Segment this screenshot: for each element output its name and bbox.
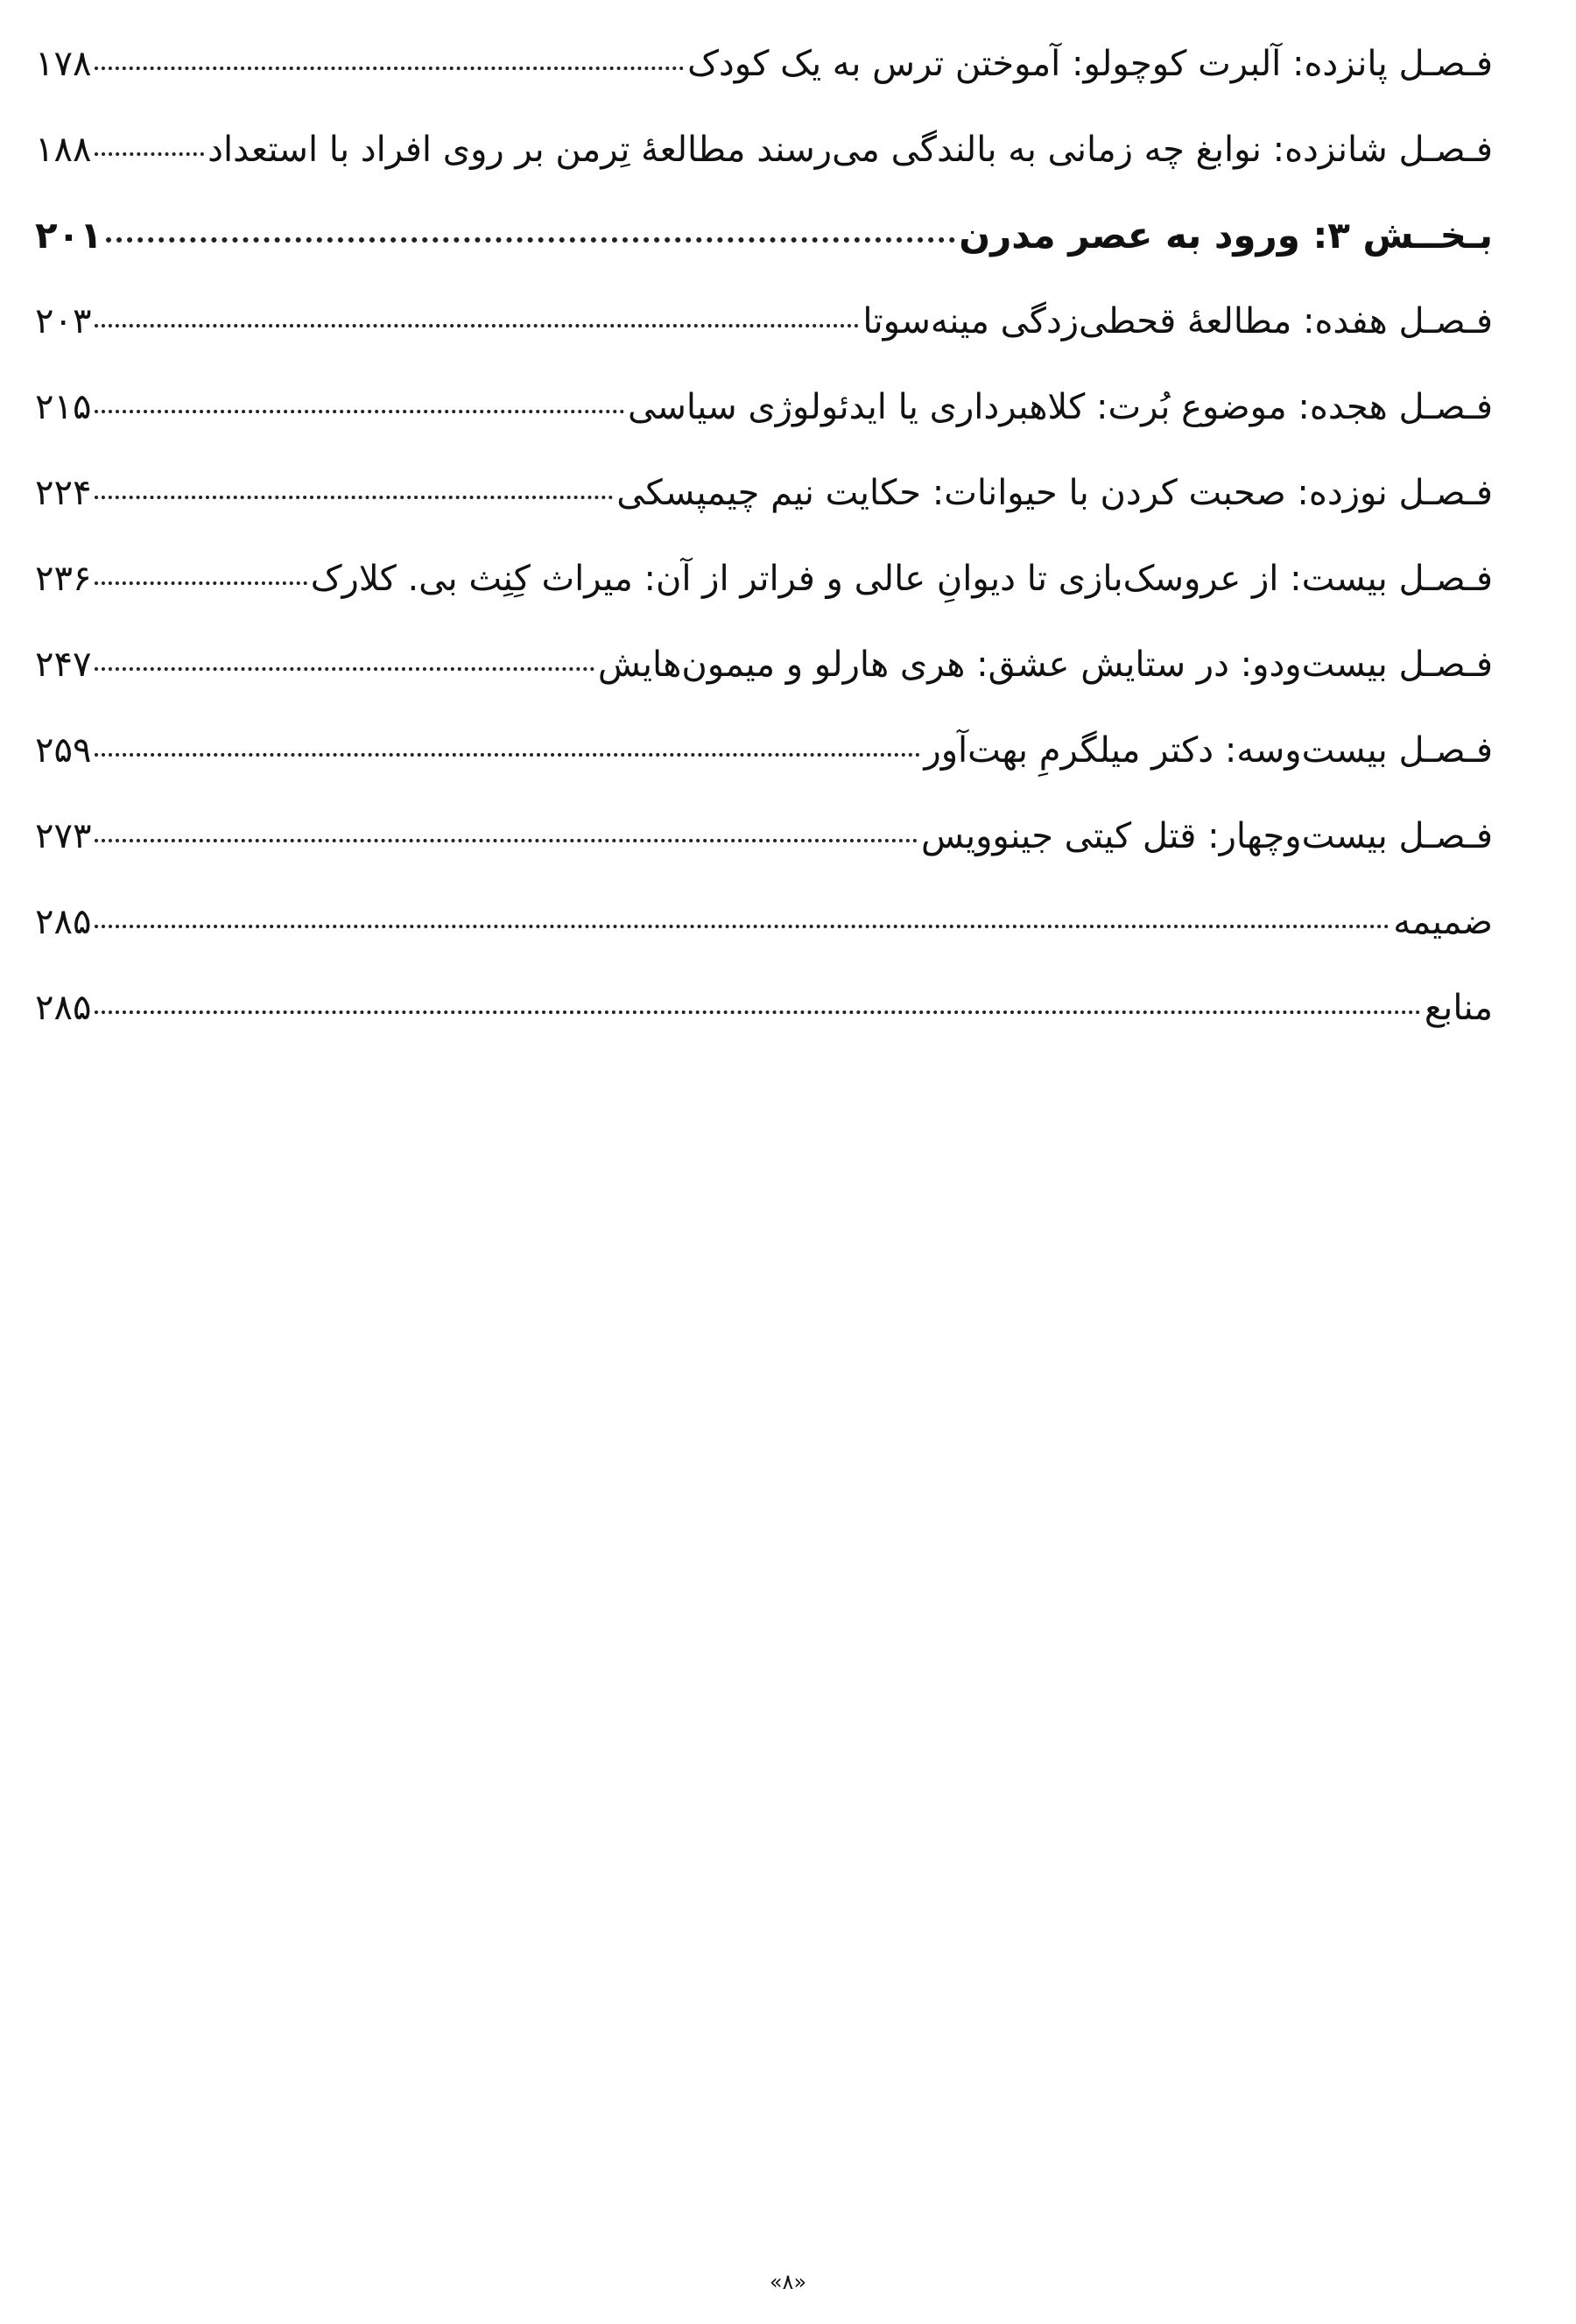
dot-leader (95, 67, 684, 70)
toc-entry-title: فـصـل هجده: موضوع بُرت: کلاهبرداری یا ایدئولوژی سیاسی (628, 387, 1493, 427)
toc-entry-chapter-23 (35, 729, 1493, 814)
dot-leader (95, 1011, 1420, 1014)
toc-entry-chapter-20 (35, 557, 1493, 643)
toc-entry-page: ۲۵۹ (35, 730, 92, 771)
toc-entry-page: ۲۰۳ (35, 301, 92, 342)
toc-entry-page: ۲۴۷ (35, 644, 92, 685)
dot-leader (95, 152, 204, 156)
dot-leader (95, 667, 594, 671)
toc-entry-title: فـصـل نوزده: صحبت کردن با حیوانات: حکایت نیم چیمپسکی (616, 473, 1493, 513)
toc-entry-title: منابع (1424, 988, 1493, 1028)
toc-entry-chapter-19 (35, 471, 1493, 557)
toc-entry-chapter-18 (35, 385, 1493, 471)
toc-entry-page: ۱۸۸ (35, 130, 92, 170)
toc-entry-page: ۲۲۴ (35, 473, 92, 513)
toc-part-title: بـخــش ۳: ورود به عصر مدرن (959, 214, 1493, 257)
toc-entry-page: ۲۳۶ (35, 559, 92, 599)
toc-entry-chapter-16 (35, 128, 1493, 214)
toc-entry-title: فـصـل بیست: از عروسک‌بازی تا دیوانِ عالی و فراتر از آن: میراث کِنِث بی. کلارک (310, 559, 1493, 599)
toc-entry-title: فـصـل بیست‌ودو: در ستایش عشق: هری هارلو و میمون‌هایش (597, 644, 1493, 685)
toc-entry-chapter-17 (35, 299, 1493, 385)
toc-entry-references (35, 986, 1493, 1072)
toc-entry-part-3 (35, 214, 1493, 299)
toc-entry-page: ۲۱۵ (35, 387, 92, 427)
toc-entry-title: فـصـل بیست‌وسه: دکتر میلگرمِ بهت‌آور (924, 730, 1493, 771)
toc-entry-title: فـصـل بیست‌وچهار: قتل کیتی جینوویس (920, 816, 1493, 856)
toc-entry-page: ۲۰۱ (35, 214, 102, 257)
dot-leader (95, 410, 624, 413)
toc-entry-chapter-24 (35, 814, 1493, 900)
dot-leader (95, 324, 859, 327)
page-number: «۸» (769, 2270, 807, 2294)
toc-entry-appendix (35, 900, 1493, 986)
dot-leader (95, 581, 306, 585)
toc-entry-page: ۱۷۸ (35, 44, 92, 84)
dot-leader (95, 753, 920, 757)
table-of-contents (35, 42, 1493, 1072)
toc-entry-page: ۲۸۵ (35, 902, 92, 942)
toc-entry-chapter-15 (35, 42, 1493, 128)
toc-entry-title: فـصـل پانزده: آلبرت کوچولو: آموختن ترس به یک کودک (687, 44, 1493, 84)
toc-entry-page: ۲۷۳ (35, 816, 92, 856)
toc-entry-title: فـصـل شانزده: نوابغ چه زمانی به بالندگی می‌رسند مطالعهٔ تِرمن بر روی افراد با استعداد (208, 130, 1493, 170)
toc-entry-page: ۲۸۵ (35, 988, 92, 1028)
dot-leader (95, 839, 918, 842)
toc-entry-title: ضمیمه (1393, 902, 1493, 942)
toc-entry-title: فـصـل هفده: مطالعهٔ قحطی‌زدگی مینه‌سوتا (862, 301, 1493, 342)
dot-leader (95, 496, 613, 499)
dot-leader (106, 237, 955, 243)
toc-entry-chapter-22 (35, 643, 1493, 729)
dot-leader (95, 925, 1390, 928)
